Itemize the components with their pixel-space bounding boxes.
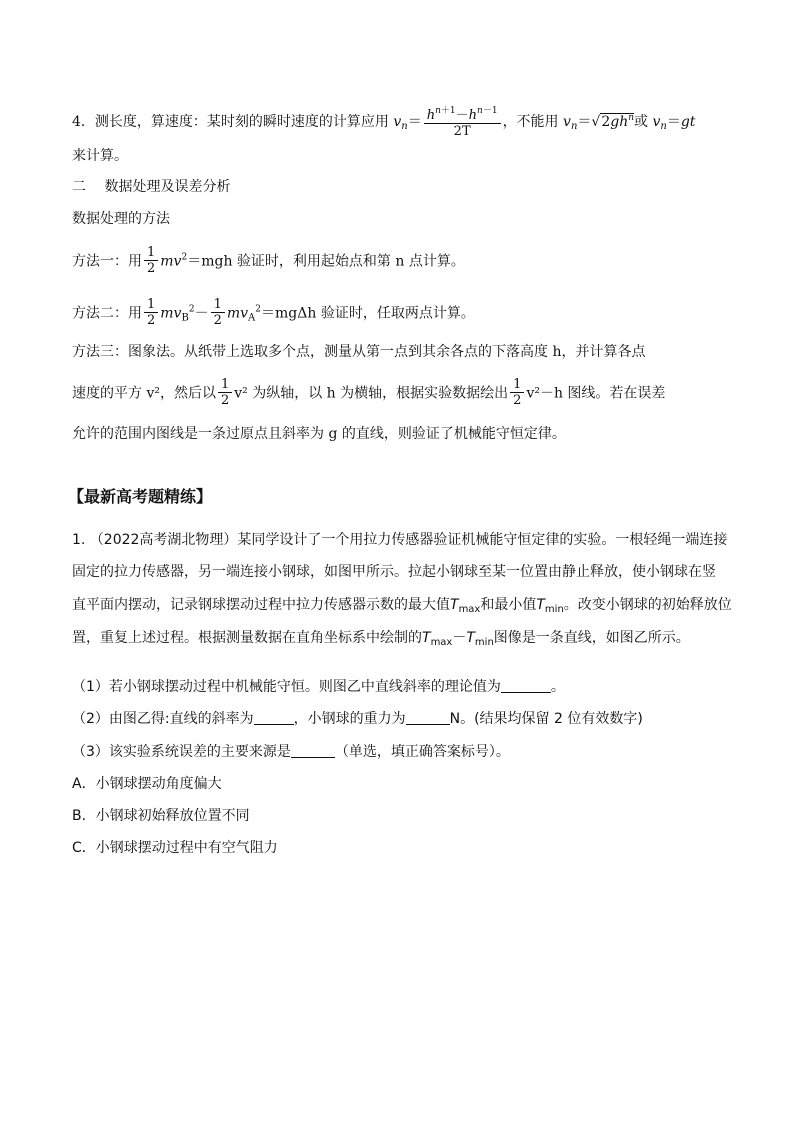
question3-b: （单选，填正确答案标号）。 <box>334 744 510 760</box>
method2-line: 方法二：用 $\frac{1}{2}$ $mv_B^2-$ $\frac{1}{2}$ $mv_A^2=mg\Delta h$ 验证时，任取两点计算。 <box>72 297 475 328</box>
item4-prefix: 4．测长度，算速度：某时刻的瞬时速度的计算应用 <box>72 114 394 130</box>
question2-b: ，小钢球的重力为 <box>293 711 406 727</box>
problem1-line3-c: 。改变小钢球的初始释放位 <box>563 597 732 613</box>
question2 <box>72 709 643 729</box>
problem1-line4: 置，重复上述过程。根据测量数据在直角坐标系中绘制的$T_{max}-T_{min}$图像是一条直线，如图乙所示。 <box>72 630 690 648</box>
option-a: A．小钢球摆动角度偏大 <box>72 776 222 792</box>
velocity-fraction: $\frac{h^{n+1}-h^{n-1}}{2T}$ <box>424 104 501 140</box>
answer-blank[interactable] <box>291 743 335 758</box>
latest-title: 【最新高考题精练】 <box>68 487 213 506</box>
item4-or: 或 <box>634 114 653 130</box>
problem1-line1: 1. （2022高考湖北物理）某同学设计了一个用拉力传感器验证机械能守恒定律的实验。一根轻绳一端连接 <box>72 532 728 548</box>
half-fraction: $\frac{1}{2}$ <box>144 298 158 329</box>
section2-title: 二 数据处理及误差分析 <box>72 179 231 195</box>
question3-a: （3）该实验系统误差的主要来源是 <box>72 744 291 760</box>
method1-eq: ＝mgh 验证时，利用起始点和第 n 点计算。 <box>187 253 465 270</box>
method2-label: 方法二： <box>72 305 128 322</box>
method2-prefix: 用 <box>128 305 142 322</box>
item4-tail: 来计算。 <box>72 148 128 164</box>
problem1-line3-b: 和最小值 <box>480 597 537 613</box>
methods-title: 数据处理的方法 <box>72 211 170 227</box>
method3-line2 <box>72 378 665 409</box>
problem1-line2: 固定的拉力传感器，另一端连接小钢球，如图甲所示。拉起小钢球至某一位置由静止释放，使小钢球在竖 <box>72 564 716 580</box>
question2-a: （2）由图乙得:直线的斜率为 <box>72 711 254 727</box>
option-c: C．小钢球摆动过程中有空气阻力 <box>72 840 278 856</box>
item4-after: ，不能用 <box>502 114 564 130</box>
answer-blank[interactable] <box>254 710 294 725</box>
question3 <box>72 742 510 762</box>
question1-end: 。 <box>550 679 565 695</box>
method3-line3: 允许的范围内图线是一条过原点且斜率为 g 的直线，则验证了机械能守恒定律。 <box>72 426 566 442</box>
method3-line2-b: v² 为纵轴，以 h 为横轴，根据实验数据绘出 <box>234 385 509 402</box>
half-fraction: $\frac{1}{2}$ <box>144 246 158 277</box>
method3-line1: 方法三：图象法。从纸带上选取多个点，测量从第一点到其余各点的下落高度 h，并计算各点 <box>72 344 646 360</box>
problem1-line3-a: 直平面内摆动，记录钢球摆动过程中拉力传感器示数的最大值 <box>72 597 450 613</box>
problem1-line4-a: 置，重复上述过程。根据测量数据在直角坐标系中绘制的 <box>72 630 422 646</box>
answer-blank[interactable] <box>406 710 450 725</box>
problem1-line4-b: 图像是一条直线，如图乙所示。 <box>493 630 690 646</box>
problem1-line3: 直平面内摆动，记录钢球摆动过程中拉力传感器示数的最大值$T_{max}$和最小值$T_{min}$。改变小钢球的初始释放位 <box>72 597 732 615</box>
method2-eq: ＝mgΔh 验证时，任取两点计算。 <box>261 305 475 322</box>
method1-prefix: 用 <box>128 253 142 270</box>
method3-line2-c: v²－h 图线。若在误差 <box>526 385 666 402</box>
question1 <box>72 677 565 697</box>
method3-line2-a: 速度的平方 v²，然后以 <box>72 385 216 402</box>
option-b: B．小钢球初始释放位置不同 <box>72 808 250 824</box>
method1-label: 方法一： <box>72 253 128 270</box>
method1-line: 方法一：用 $\frac{1}{2}$ $mv^2=mgh$ 验证时，利用起始点和第 n 点计算。 <box>72 245 465 276</box>
half-fraction: $\frac{1}{2}$ <box>211 298 225 329</box>
question2-c: N。(结果均保留 2 位有效数字) <box>449 711 643 727</box>
half-fraction: $\frac{1}{2}$ <box>510 378 524 409</box>
half-fraction: $\frac{1}{2}$ <box>218 378 232 409</box>
question1-text: （1）若小钢球摆动过程中机械能守恒。则图乙中直线斜率的理论值为 <box>72 679 501 695</box>
fraction-denominator: 2T <box>453 124 471 139</box>
item4-line: 4．测长度，算速度：某时刻的瞬时速度的计算应用 $v_n=$ $\frac{h^{n+1}-h^{n-1}}{2T}$ ，不能用 $v_n=√2gh^n$或 $v_n=gt$ <box>72 106 696 139</box>
answer-blank[interactable] <box>501 678 551 693</box>
